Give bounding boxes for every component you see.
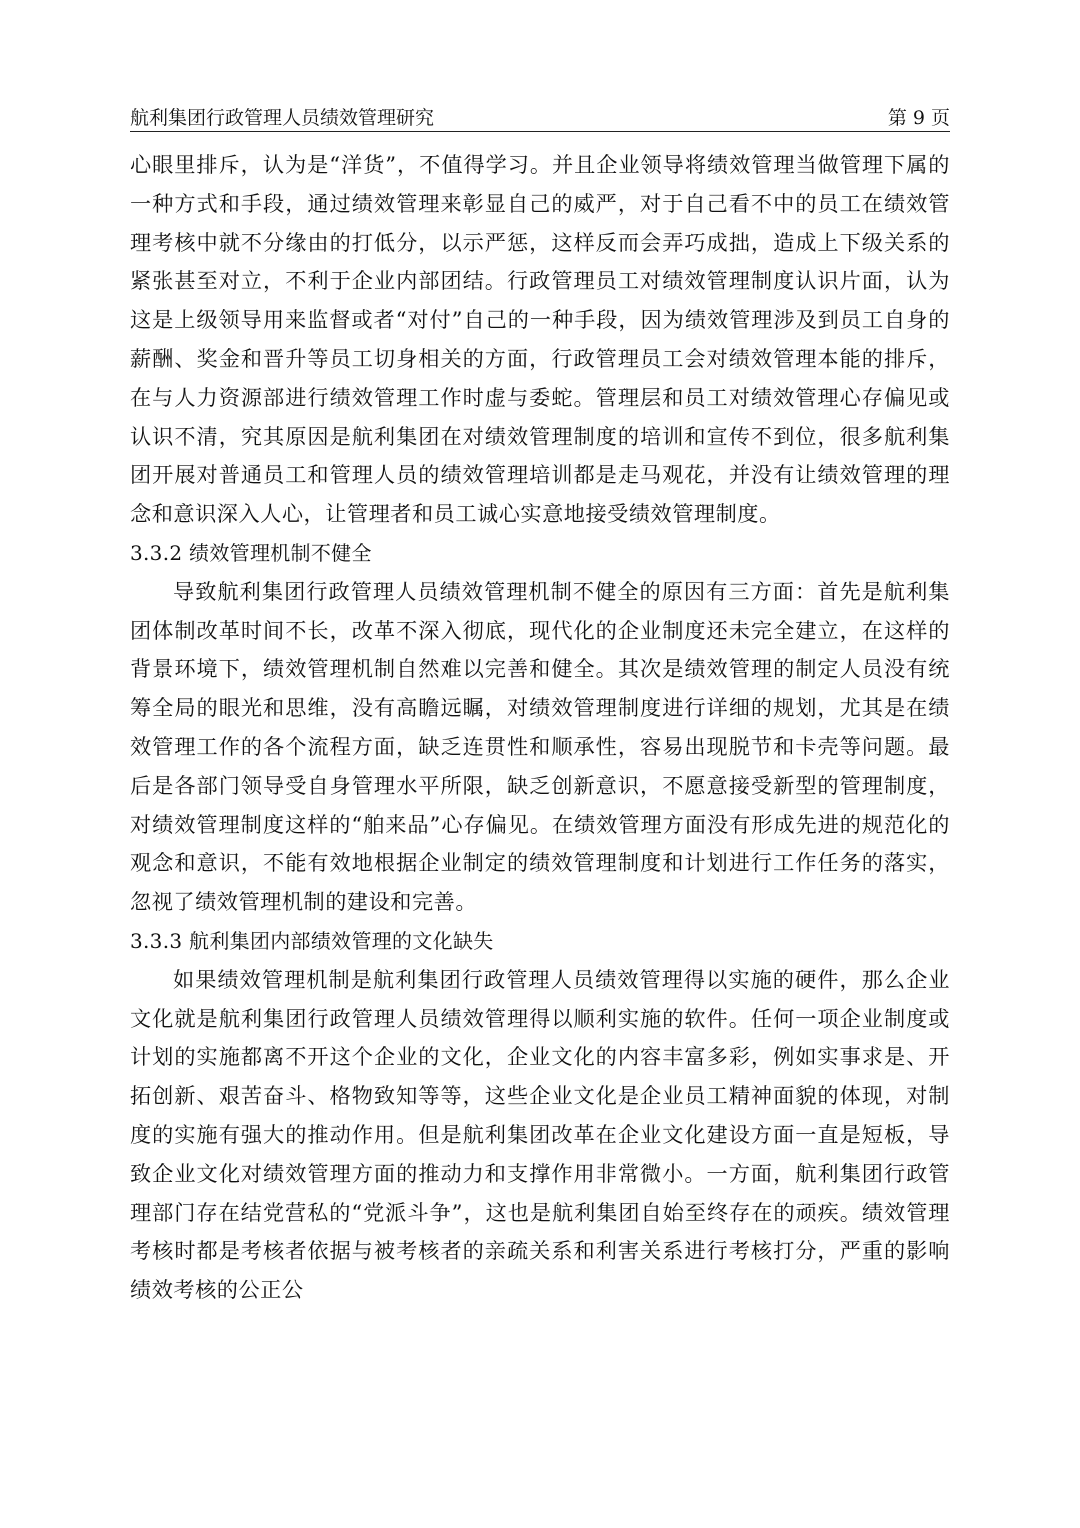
section-3-3-2-paragraph: 导致航利集团行政管理人员绩效管理机制不健全的原因有三方面：首先是航利集团体制改革时间不长，改革不深入彻底，现代化的企业制度还未完全建立，在这样的背景环境下，绩效管理机制自然难以完善和健全。其次是绩效管理的制定人员没有统筹全局的眼光和思维，没有高瞻远瞩，对绩效管理制度进行详细的规划，尤其是在绩效管理工作的各个流程方面，缺乏连贯性和顺承性，容易出现脱节和卡壳等问题。最后是各部门领导受自身管理水平所限，缺乏创新意识，不愿意接受新型的管理制度，对绩效管理制度这样的“舶来品”心存偏见。在绩效管理方面没有形成先进的规范化的观念和意识，不能有效地根据企业制定的绩效管理制度和计划进行工作任务的落实，忽视了绩效管理机制的建设和完善。 bbox=[130, 578, 950, 915]
header-divider bbox=[130, 131, 950, 132]
section-heading-3-3-3: 3.3.3 航利集团内部绩效管理的文化缺失 bbox=[130, 928, 494, 953]
section-heading-3-3-2: 3.3.2 绩效管理机制不健全 bbox=[130, 540, 372, 565]
continued-paragraph: 心眼里排斥，认为是“洋货”，不值得学习。并且企业领导将绩效管理当做管理下属的一种方式和手段，通过绩效管理来彰显自己的威严，对于自己看不中的员工在绩效管理考核中就不分缘由的打低分，以示严惩，这样反而会弄巧成拙，造成上下级关系的紧张甚至对立，不利于企业内部团结。行政管理员工对绩效管理制度认识片面，认为这是上级领导用来监督或者“对付”自己的一种手段，因为绩效管理涉及到员工自身的薪酬、奖金和晋升等员工切身相关的方面，行政管理员工会对绩效管理本能的排斥，在与人力资源部进行绩效管理工作时虚与委蛇。管理层和员工对绩效管理心存偏见或认识不清，究其原因是航利集团在对绩效管理制度的培训和宣传不到位，很多航利集团开展对普通员工和管理人员的绩效管理培训都是走马观花，并没有让绩效管理的理念和意识深入人心，让管理者和员工诚心实意地接受绩效管理制度。 bbox=[130, 152, 950, 527]
page-body bbox=[130, 146, 950, 1310]
page-header bbox=[130, 104, 950, 130]
section-3-3-3-paragraph: 如果绩效管理机制是航利集团行政管理人员绩效管理得以实施的硬件，那么企业文化就是航利集团行政管理人员绩效管理得以顺利实施的软件。任何一项企业制度或计划的实施都离不开这个企业的文化，企业文化的内容丰富多彩，例如实事求是、开拓创新、艰苦奋斗、格物致知等等，这些企业文化是企业员工精神面貌的体现，对制度的实施有强大的推动作用。但是航利集团改革在企业文化建设方面一直是短板，导致企业文化对绩效管理方面的推动力和支撑作用非常微小。一方面，航利集团行政管理部门存在结党营私的“党派斗争”，这也是航利集团自始至终存在的顽疾。绩效管理考核时都是考核者依据与被考核者的亲疏关系和利害关系进行考核打分，严重的影响绩效考核的公正公 bbox=[130, 966, 950, 1303]
document-title: 航利集团行政管理人员绩效管理研究 bbox=[130, 107, 435, 129]
page-number: 第 9 页 bbox=[887, 107, 950, 129]
